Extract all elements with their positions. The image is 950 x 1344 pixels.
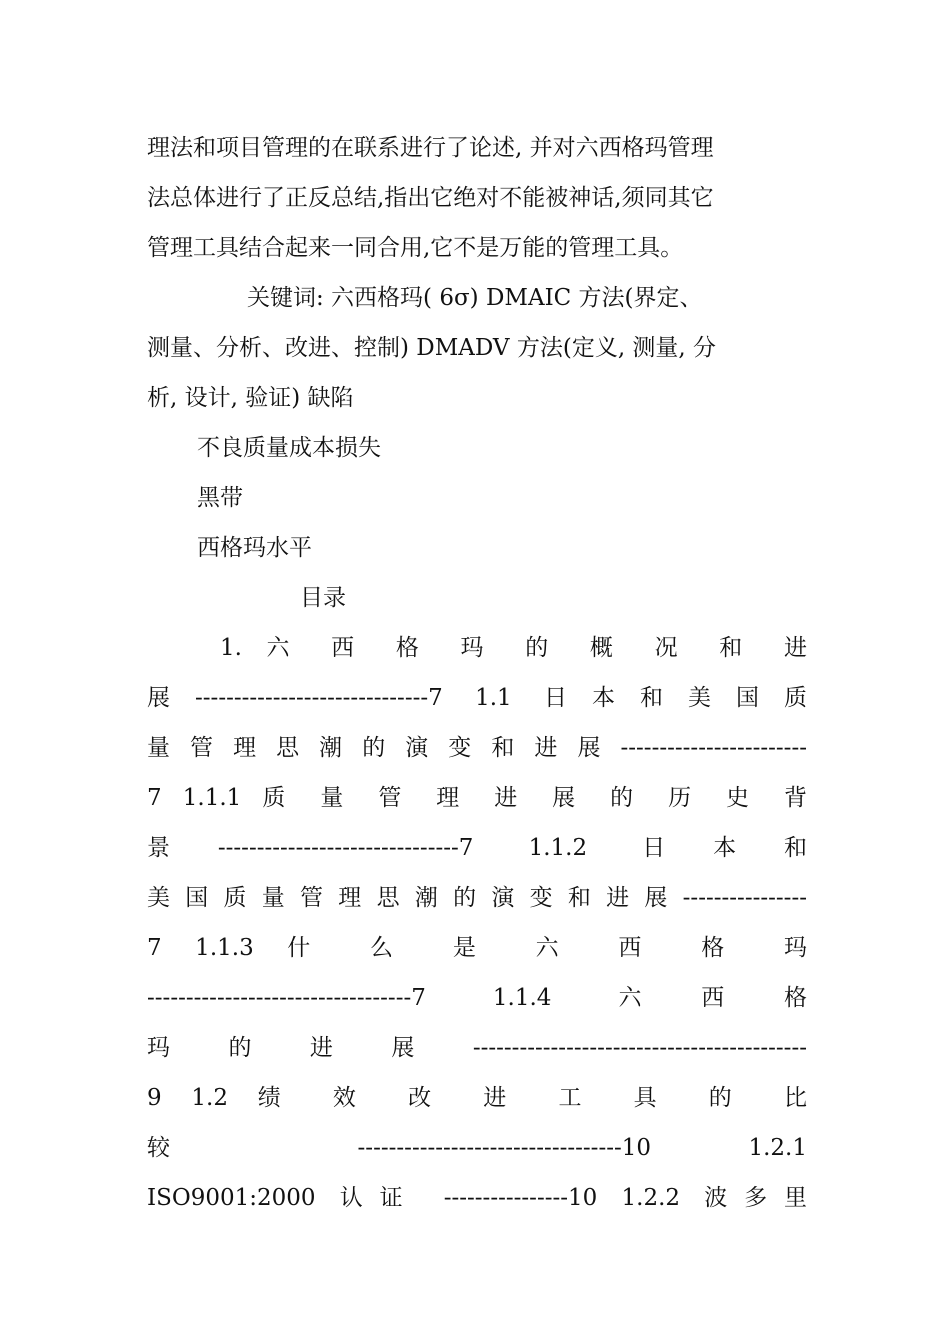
toc-line-10: 9 1.2 绩 效 改 进 工 具 的 比 [147,1085,807,1111]
toc-line-9: 玛 的 进 展 ------------------------------------------- [147,1035,807,1061]
abstract-line-2: 法总体进行了正反总结,指出它绝对不能被神话,须同其它 [147,185,714,211]
keyword-item-sigma-level: 西格玛水平 [197,535,312,561]
toc-line-12: ISO9001:2000 认证 ----------------10 1.2.2 波多里 [147,1185,807,1211]
toc-line-6: 美 国 质 量 管 理 思 潮 的 演 变 和 进 展 ---------------- [147,885,807,911]
toc-line-5: 景-------------------------------7 1.1.2 日本和 [147,835,807,861]
toc-line-7: 7 1.1.3 什 么 是 六 西 格 玛 [147,935,807,961]
toc-line-1: 1. 六 西 格 玛 的 概 况 和 进 [220,635,807,661]
keyword-item-cost: 不良质量成本损失 [197,435,381,461]
abstract-line-3: 管理工具结合起来一同合用,它不是万能的管理工具。 [147,235,684,261]
keywords-line-3: 析, 设计, 验证) 缺陷 [147,385,354,411]
toc-line-8: ----------------------------------7 1.1.4 六西格 [147,985,807,1011]
keyword-item-black-belt: 黑带 [197,485,243,511]
toc-line-11: 较 ----------------------------------10 1.2.1 [147,1135,807,1161]
toc-line-4: 7 1.1.1 质 量 管 理 进 展 的 历 史 背 [147,785,807,811]
toc-line-3: 量 管 理 思 潮 的 演 变 和 进 展 ------------------------ [147,735,807,761]
toc-line-2: 展------------------------------7 1.1 日本和美国质 [147,685,807,711]
abstract-line-1: 理法和项目管理的在联系进行了论述, 并对六西格玛管理 [147,135,714,161]
keywords-line-1: 关键词: 六西格玛( 6σ) DMAIC 方法(界定、 [247,285,703,311]
keywords-line-2: 测量、分析、改进、控制) DMADV 方法(定义, 测量, 分 [147,335,717,361]
toc-title: 目录 [300,585,346,611]
